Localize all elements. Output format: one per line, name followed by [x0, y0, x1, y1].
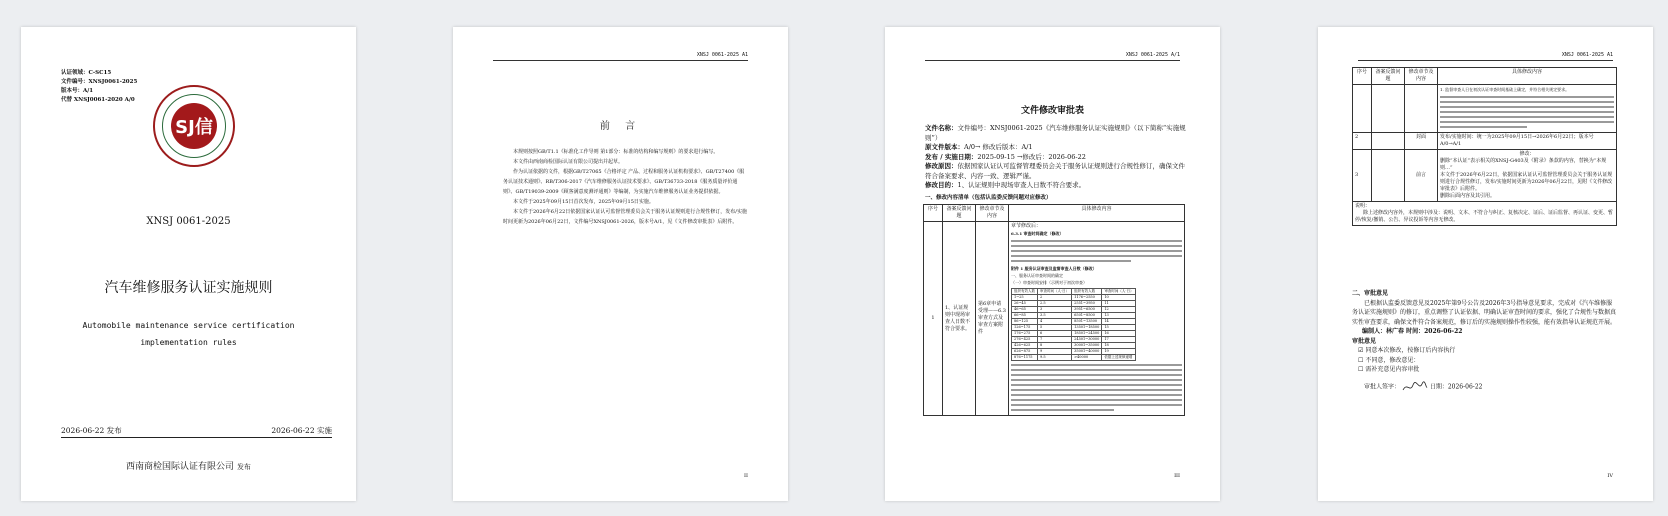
mini-cell: 66~85 — [1012, 313, 1038, 319]
mini-cell: 9.5 — [1038, 355, 1072, 361]
change-line: 本文件于2026年6月22日，依据国家认证认可监督管理委员会关于服务认证规则进行合规性修订，发布/实施时间更新为2026年06月22日，见附《文件修改审批表》后附件。 — [1440, 172, 1613, 192]
mini-cell: 依据上述规律递增 — [1102, 355, 1136, 361]
table-header-row — [1353, 68, 1617, 85]
change-line: 删除后面内容及其引用。 — [1440, 193, 1496, 199]
mini-cell: 3 — [1038, 307, 1072, 313]
org-suffix: 发布 — [236, 463, 251, 471]
change-subhead: 附件 1 服务认证审查及监督审查人日数（修改） — [1011, 266, 1097, 271]
mini-cell: 13501~18500 — [1072, 325, 1102, 331]
mini-cell: 876~1175 — [1012, 355, 1038, 361]
doc-code: XNSJ 0061-2025 — [146, 216, 231, 227]
mini-cell: 9 — [1038, 349, 1072, 355]
page-header: XNSJ 0061-2025 A/1 — [1125, 52, 1180, 58]
company-seal-logo — [153, 85, 235, 167]
table-row — [1353, 85, 1617, 133]
signature-line — [1352, 381, 1617, 393]
col-change: 具体修改内容 — [1438, 68, 1617, 85]
meta-file-no: 文件编号：XNSJ0061-2025 — [61, 79, 138, 85]
table-row — [1353, 133, 1617, 150]
text-block — [1011, 364, 1182, 411]
form-title: 文件修改审批表 — [1020, 106, 1084, 116]
mini-cell: 7 — [1038, 337, 1072, 343]
change-line: 删除“本认证”表示相关的XNSJ-G403及《附录》条款的内容，替换为“本规则…” — [1440, 158, 1607, 171]
mini-row — [1012, 355, 1136, 361]
cell-chapter: 第6章申请受理——6.3审查方式及审查方案附件 — [976, 222, 1009, 416]
org-name: 西南商检国际认证有限公司 — [126, 462, 235, 472]
mini-cell: 17 — [1102, 337, 1136, 343]
form-meta — [925, 124, 1190, 191]
mini-cell: 176~275 — [1012, 331, 1038, 337]
table-row — [924, 222, 1185, 416]
col-no: 序号 — [1353, 68, 1372, 85]
mini-cell: 1~25 — [1012, 295, 1038, 301]
mini-cell: 24501~30000 — [1072, 337, 1102, 343]
cont-text: 1. 监督审查人日在初次认证审查时间基础上确定，并符合相关规定要求。 — [1440, 87, 1570, 92]
mini-cell: 126~175 — [1012, 325, 1038, 331]
table-row — [1353, 150, 1617, 202]
page-header: XNSJ 0061-2025 A1 — [1561, 52, 1613, 58]
header-rule — [493, 60, 748, 61]
doc-title-cn: 汽车维修服务认证实施规则 — [104, 280, 273, 296]
issuing-org — [21, 459, 356, 472]
text-block — [1440, 96, 1614, 128]
cell-chapter: 前言 — [1405, 150, 1438, 202]
approver-label: 审批人签字： — [1364, 383, 1401, 390]
mini-cell: 26~45 — [1012, 301, 1038, 307]
author-line: 编制人：林广春 时间：2026-06-22 — [1362, 328, 1463, 335]
mini-cell: 86~125 — [1012, 319, 1038, 325]
page-foreword[interactable] — [453, 27, 788, 501]
approve-date: 日期：2026-06-22 — [1429, 383, 1483, 390]
audit-days-table — [1011, 288, 1136, 361]
mini-cell: 2 — [1038, 295, 1072, 301]
seal-core: SJ信 — [171, 103, 217, 149]
meta-row-name: 文件名称：文件编号：XNSJ0061-2025《汽车维修服务认证实施规则》（以下简称“实施规则”） — [925, 124, 1186, 142]
change-sub2: 一、服务认证审查时间的确定 — [1011, 273, 1063, 278]
mini-cell: 3951~6500 — [1072, 307, 1102, 313]
mini-cell: 2.5 — [1038, 301, 1072, 307]
mini-cell: 18 — [1102, 343, 1136, 349]
mini-cell: 18501~24500 — [1072, 331, 1102, 337]
mini-cell: 626~875 — [1012, 349, 1038, 355]
mini-cell: 5 — [1038, 325, 1072, 331]
remark-label: 说明： — [1355, 203, 1371, 209]
checkbox-icon[interactable]: ☐ — [1358, 356, 1364, 364]
change-line: 修改： — [1519, 151, 1535, 157]
mini-cell: 276~425 — [1012, 337, 1038, 343]
mini-cell: 4 — [1038, 319, 1072, 325]
table-header-row — [924, 205, 1185, 222]
foreword-para: 本文件于2026年6月22日依据国家认证认可监督管理委员会关于服务认证规则进行合规性修订，发布/实施时间更新为2026年06月22日，文件编号XNSJ0061-2026，版本号A/1，见《文件修改审批表》后附件。 — [503, 209, 747, 225]
doc-title-en-line1: Automobile maintenance service certification — [82, 321, 295, 330]
col-chapter: 修改章节及内容 — [1405, 68, 1438, 85]
meta-version: 版本号：A/1 — [61, 88, 94, 94]
cell-issue: 1、认证规则中现场审查人日数不符合要求。 — [943, 222, 976, 416]
mini-cell: 426~625 — [1012, 343, 1038, 349]
foreword-para: 作为认证依据的文件，根据GB/T27065《合格评定 产品、过程和服务认证机构要求》、GB/T27400《服务认证技术通则》、RB/T306-2017《汽车维修服务认证技术要求》、GB/T36733-2018《服务质量评价通则》、GB/T19039-2009《顾客满意度测评通则》等编制，为实施汽车维修服务认证业务提供依据。 — [503, 169, 745, 195]
meta-domain: 认证领域：C-SC15 — [61, 70, 112, 76]
approve-option[interactable]: ☐ 需补充意见内容审批 — [1358, 366, 1420, 373]
mini-cell: 12 — [1102, 307, 1136, 313]
cell-issue — [1372, 133, 1405, 150]
mini-cell: 15 — [1102, 325, 1136, 331]
mini-cell: 10 — [1102, 295, 1136, 301]
cell-no: 3 — [1353, 150, 1372, 202]
change-title: 章节修改后： — [1011, 223, 1042, 229]
meta-row-date: 发布 / 实施日期：2025-09-15 →修改后：2026-06-22 — [925, 152, 1086, 161]
mini-cell: 2551~3950 — [1072, 301, 1102, 307]
doc-title-en-line2: implementation rules — [140, 338, 237, 347]
mini-rows — [1012, 295, 1136, 361]
cell-chapter — [1405, 85, 1438, 133]
changes-table-cont — [1352, 67, 1617, 226]
page-cover[interactable] — [21, 27, 356, 501]
text-block — [1011, 240, 1182, 262]
publish-date: 2026-06-22 发布 — [61, 426, 122, 435]
mini-cell: 19 — [1102, 349, 1136, 355]
foreword-title: 前 言 — [599, 121, 642, 132]
mini-cell: 30001~35000 — [1072, 343, 1102, 349]
foreword-para: 本文件于2025年09月15日首次发布，2025年09月15日实施。 — [513, 199, 654, 205]
signature-image — [1402, 381, 1428, 393]
page-approval-form[interactable] — [885, 27, 1220, 501]
remark-cell — [1353, 202, 1617, 226]
mini-cell: >40000 — [1072, 355, 1102, 361]
header-rule — [1358, 60, 1613, 61]
cell-change — [1009, 222, 1185, 416]
cell-issue — [1372, 150, 1405, 202]
mini-cell: 6 — [1038, 331, 1072, 337]
cell-issue — [1372, 85, 1405, 133]
approve-option[interactable]: ☐ 不同意，修改意见： — [1358, 356, 1420, 364]
meta-row-version: 原文件版本：A/0→ 修改后版本：A/1 — [925, 143, 1033, 151]
cell-change — [1438, 150, 1617, 202]
mini-cell: 3.5 — [1038, 313, 1072, 319]
table-row — [1353, 202, 1617, 226]
mini-cell: 16 — [1102, 331, 1136, 337]
cell-chapter: 封面 — [1405, 133, 1438, 150]
checkbox-icon[interactable]: ☐ — [1358, 366, 1364, 373]
cover-dates — [61, 425, 332, 438]
opinion-title: 二、审批意见 — [1352, 290, 1389, 297]
mini-cell: 8501~13500 — [1072, 319, 1102, 325]
cell-no — [1353, 85, 1372, 133]
mini-cell: 13 — [1102, 313, 1136, 319]
mini-cell: 6501~8500 — [1072, 313, 1102, 319]
mini-cell: 8 — [1038, 343, 1072, 349]
page-header: XNSJ 0061-2025 A1 — [696, 52, 748, 58]
foreword-para: 本规则按照GB/T1.1《标准化工作导则 第1部分：标准的结构和编写规则》的要求进行编写。 — [513, 149, 719, 155]
meta-row-purpose: 修改目的：1、认证规则中现场审查人日数不符合要求。 — [925, 181, 1086, 189]
mini-cell: 14 — [1102, 319, 1136, 325]
cell-change: 发布/实施时间：统一为2025年09月15日→2026年6月22日；版本号A/0→A/1 — [1438, 133, 1617, 150]
checkbox-checked-icon[interactable]: ☑ — [1358, 347, 1364, 354]
opinion-section — [1352, 289, 1617, 393]
col-issue: 备案反馈问题 — [943, 205, 976, 222]
foreword-para: 本文件由西南商检国际认证有限公司提出并起草。 — [513, 159, 624, 165]
changes-table — [923, 204, 1185, 416]
col-no: 序号 — [924, 205, 943, 222]
meta-row-reason: 修改原因：依据国家认证认可监督管理委员会关于服务认证规则进行合规性修订，确保文件符合备案要求、内容一致、逻辑严谨。 — [925, 162, 1185, 180]
cell-change — [1438, 85, 1617, 133]
doc-title-en — [21, 317, 356, 351]
effective-date: 2026-06-22 实施 — [271, 426, 332, 435]
foreword-body — [503, 147, 748, 227]
page-number: II — [744, 473, 748, 479]
col-chapter: 修改章节及内容 — [976, 205, 1009, 222]
mini-header-row: 组织有效人数 审查时间（人·日） 组织有效人数 审查时间（人·日） — [1012, 289, 1136, 295]
mini-cell: 1176~2550 — [1072, 295, 1102, 301]
page-number: IV — [1607, 473, 1613, 479]
mini-cell: 35001~40000 — [1072, 349, 1102, 355]
change-sub3: （一）审查时间安排（示例对于初次审查） — [1011, 280, 1087, 285]
cell-no: 1 — [924, 222, 943, 416]
section-heading: 一、修改内容清单（包括认监委反馈问题对应修改） — [925, 195, 1052, 201]
opinion-body: 已根据认监委反馈意见及2025年第9号公告及2026年3号指导意见要求，完成对《汽车维修服务认证实施规则》的修订，重点调整了认证依据、明确认证审查时间的要求，强化了合规性与数据真实性审查要求，确保文件符合备案规范，修订后的实施规则操作性较强，能有效指导认证规范开展。 — [1352, 299, 1617, 326]
approve-title: 审批意见 — [1352, 337, 1377, 345]
header-rule — [925, 60, 1180, 61]
mini-cell: 11 — [1102, 301, 1136, 307]
col-change: 具体修改内容 — [1009, 205, 1185, 222]
remark-text: 除上述修改内容外，本规则中涉及：说明、文本、不符合与纠正、复核决定、证后、证后监督、再认证、变更、暂停/恢复/撤销、公告、异议投诉等内容无修改。 — [1355, 210, 1614, 223]
page-approval-continued[interactable] — [1318, 27, 1653, 501]
mini-cell: 46~65 — [1012, 307, 1038, 313]
meta-replaces: 代替 XNSJ0061-2020 A/0 — [61, 97, 135, 103]
col-issue: 备案反馈问题 — [1372, 68, 1405, 85]
approve-option[interactable]: ☑ 同意本次修改，按修订后内容执行 — [1358, 347, 1456, 354]
cell-no: 2 — [1353, 133, 1372, 150]
change-head: 6.3.1 审查时间确定（修改） — [1011, 231, 1064, 236]
page-number: III — [1174, 473, 1180, 479]
cover-meta — [61, 69, 137, 105]
